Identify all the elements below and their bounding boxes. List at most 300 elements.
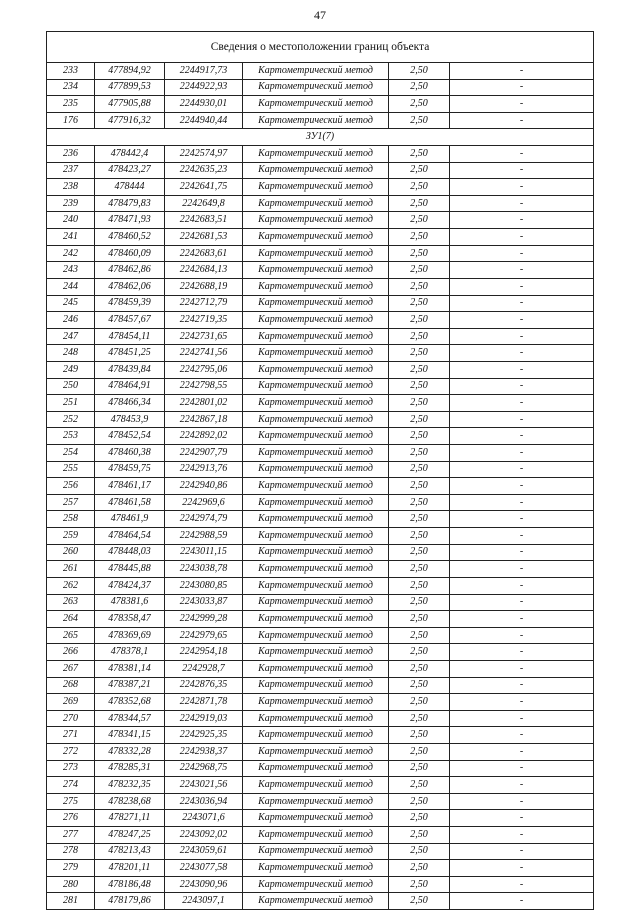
point-number-cell: 268 bbox=[47, 677, 95, 694]
point-number-cell: 247 bbox=[47, 328, 95, 345]
x-coordinate-cell: 478442,4 bbox=[95, 146, 165, 163]
method-cell: Картометрический метод bbox=[243, 893, 389, 910]
point-number-cell: 251 bbox=[47, 395, 95, 412]
method-cell: Картометрический метод bbox=[243, 494, 389, 511]
accuracy-cell: 2,50 bbox=[389, 727, 450, 744]
point-number-cell: 273 bbox=[47, 760, 95, 777]
y-coordinate-cell: 2242731,65 bbox=[165, 328, 243, 345]
table-row bbox=[47, 63, 594, 80]
description-cell: - bbox=[450, 810, 594, 827]
y-coordinate-cell: 2242871,78 bbox=[165, 694, 243, 711]
table-row bbox=[47, 494, 594, 511]
accuracy-cell: 2,50 bbox=[389, 494, 450, 511]
accuracy-cell: 2,50 bbox=[389, 544, 450, 561]
method-cell: Картометрический метод bbox=[243, 694, 389, 711]
x-coordinate-cell: 478179,86 bbox=[95, 893, 165, 910]
x-coordinate-cell: 478387,21 bbox=[95, 677, 165, 694]
method-cell: Картометрический метод bbox=[243, 361, 389, 378]
point-number-cell: 276 bbox=[47, 810, 95, 827]
point-number-cell: 269 bbox=[47, 694, 95, 711]
y-coordinate-cell: 2242940,86 bbox=[165, 478, 243, 495]
method-cell: Картометрический метод bbox=[243, 312, 389, 329]
x-coordinate-cell: 478462,06 bbox=[95, 278, 165, 295]
table-row bbox=[47, 212, 594, 229]
x-coordinate-cell: 478381,14 bbox=[95, 660, 165, 677]
description-cell: - bbox=[450, 544, 594, 561]
y-coordinate-cell: 2242988,59 bbox=[165, 528, 243, 545]
page-number: 47 bbox=[314, 8, 326, 22]
y-coordinate-cell: 2242688,19 bbox=[165, 278, 243, 295]
x-coordinate-cell: 478461,9 bbox=[95, 511, 165, 528]
x-coordinate-cell: 478464,91 bbox=[95, 378, 165, 395]
point-number-cell: 270 bbox=[47, 710, 95, 727]
description-cell: - bbox=[450, 411, 594, 428]
point-number-cell: 242 bbox=[47, 245, 95, 262]
y-coordinate-cell: 2242974,79 bbox=[165, 511, 243, 528]
y-coordinate-cell: 2243090,96 bbox=[165, 876, 243, 893]
table-row bbox=[47, 511, 594, 528]
x-coordinate-cell: 478452,54 bbox=[95, 428, 165, 445]
y-coordinate-cell: 2242969,6 bbox=[165, 494, 243, 511]
x-coordinate-cell: 478378,1 bbox=[95, 644, 165, 661]
accuracy-cell: 2,50 bbox=[389, 677, 450, 694]
description-cell: - bbox=[450, 162, 594, 179]
point-number-cell: 278 bbox=[47, 843, 95, 860]
description-cell: - bbox=[450, 710, 594, 727]
accuracy-cell: 2,50 bbox=[389, 361, 450, 378]
accuracy-cell: 2,50 bbox=[389, 810, 450, 827]
method-cell: Картометрический метод bbox=[243, 96, 389, 113]
y-coordinate-cell: 2242801,02 bbox=[165, 395, 243, 412]
x-coordinate-cell: 478213,43 bbox=[95, 843, 165, 860]
x-coordinate-cell: 478460,38 bbox=[95, 445, 165, 462]
y-coordinate-cell: 2243071,6 bbox=[165, 810, 243, 827]
x-coordinate-cell: 478247,25 bbox=[95, 827, 165, 844]
method-cell: Картометрический метод bbox=[243, 594, 389, 611]
accuracy-cell: 2,50 bbox=[389, 162, 450, 179]
method-cell: Картометрический метод bbox=[243, 262, 389, 279]
table-row bbox=[47, 793, 594, 810]
method-cell: Картометрический метод bbox=[243, 395, 389, 412]
description-cell: - bbox=[450, 361, 594, 378]
y-coordinate-cell: 2244922,93 bbox=[165, 79, 243, 96]
y-coordinate-cell: 2242954,18 bbox=[165, 644, 243, 661]
x-coordinate-cell: 478454,11 bbox=[95, 328, 165, 345]
description-cell: - bbox=[450, 644, 594, 661]
point-number-cell: 243 bbox=[47, 262, 95, 279]
table-row bbox=[47, 843, 594, 860]
table-row bbox=[47, 577, 594, 594]
point-number-cell: 245 bbox=[47, 295, 95, 312]
y-coordinate-cell: 2242574,97 bbox=[165, 146, 243, 163]
description-cell: - bbox=[450, 212, 594, 229]
method-cell: Картометрический метод bbox=[243, 428, 389, 445]
x-coordinate-cell: 477899,53 bbox=[95, 79, 165, 96]
method-cell: Картометрический метод bbox=[243, 478, 389, 495]
table-row bbox=[47, 677, 594, 694]
x-coordinate-cell: 478459,75 bbox=[95, 461, 165, 478]
point-number-cell: 249 bbox=[47, 361, 95, 378]
y-coordinate-cell: 2242635,23 bbox=[165, 162, 243, 179]
table-row bbox=[47, 860, 594, 877]
x-coordinate-cell: 478271,11 bbox=[95, 810, 165, 827]
method-cell: Картометрический метод bbox=[243, 229, 389, 246]
accuracy-cell: 2,50 bbox=[389, 428, 450, 445]
method-cell: Картометрический метод bbox=[243, 760, 389, 777]
method-cell: Картометрический метод bbox=[243, 79, 389, 96]
method-cell: Картометрический метод bbox=[243, 777, 389, 794]
accuracy-cell: 2,50 bbox=[389, 411, 450, 428]
point-number-cell: 267 bbox=[47, 660, 95, 677]
x-coordinate-cell: 478352,68 bbox=[95, 694, 165, 711]
description-cell: - bbox=[450, 760, 594, 777]
accuracy-cell: 2,50 bbox=[389, 760, 450, 777]
table-row bbox=[47, 445, 594, 462]
point-number-cell: 233 bbox=[47, 63, 95, 80]
x-coordinate-cell: 478439,84 bbox=[95, 361, 165, 378]
x-coordinate-cell: 478341,15 bbox=[95, 727, 165, 744]
description-cell: - bbox=[450, 96, 594, 113]
point-number-cell: 266 bbox=[47, 644, 95, 661]
description-cell: - bbox=[450, 694, 594, 711]
table-row bbox=[47, 544, 594, 561]
description-cell: - bbox=[450, 727, 594, 744]
point-number-cell: 250 bbox=[47, 378, 95, 395]
accuracy-cell: 2,50 bbox=[389, 262, 450, 279]
method-cell: Картометрический метод bbox=[243, 611, 389, 628]
accuracy-cell: 2,50 bbox=[389, 295, 450, 312]
accuracy-cell: 2,50 bbox=[389, 378, 450, 395]
method-cell: Картометрический метод bbox=[243, 876, 389, 893]
y-coordinate-cell: 2242719,35 bbox=[165, 312, 243, 329]
table-row bbox=[47, 112, 594, 129]
table-row bbox=[47, 777, 594, 794]
method-cell: Картометрический метод bbox=[243, 644, 389, 661]
point-number-cell: 265 bbox=[47, 627, 95, 644]
y-coordinate-cell: 2243038,78 bbox=[165, 561, 243, 578]
table-row bbox=[47, 760, 594, 777]
table-row bbox=[47, 96, 594, 113]
accuracy-cell: 2,50 bbox=[389, 528, 450, 545]
x-coordinate-cell: 478186,48 bbox=[95, 876, 165, 893]
accuracy-cell: 2,50 bbox=[389, 445, 450, 462]
y-coordinate-cell: 2242681,53 bbox=[165, 229, 243, 246]
description-cell: - bbox=[450, 594, 594, 611]
accuracy-cell: 2,50 bbox=[389, 245, 450, 262]
point-number-cell: 280 bbox=[47, 876, 95, 893]
description-cell: - bbox=[450, 229, 594, 246]
x-coordinate-cell: 477916,32 bbox=[95, 112, 165, 129]
description-cell: - bbox=[450, 445, 594, 462]
method-cell: Картометрический метод bbox=[243, 63, 389, 80]
x-coordinate-cell: 478451,25 bbox=[95, 345, 165, 362]
x-coordinate-cell: 478457,67 bbox=[95, 312, 165, 329]
point-number-cell: 258 bbox=[47, 511, 95, 528]
table-row bbox=[47, 295, 594, 312]
description-cell: - bbox=[450, 295, 594, 312]
x-coordinate-cell: 478462,86 bbox=[95, 262, 165, 279]
method-cell: Картометрический метод bbox=[243, 727, 389, 744]
description-cell: - bbox=[450, 793, 594, 810]
x-coordinate-cell: 478453,9 bbox=[95, 411, 165, 428]
method-cell: Картометрический метод bbox=[243, 577, 389, 594]
y-coordinate-cell: 2242928,7 bbox=[165, 660, 243, 677]
x-coordinate-cell: 477894,92 bbox=[95, 63, 165, 80]
y-coordinate-cell: 2242892,02 bbox=[165, 428, 243, 445]
x-coordinate-cell: 478466,34 bbox=[95, 395, 165, 412]
description-cell: - bbox=[450, 195, 594, 212]
accuracy-cell: 2,50 bbox=[389, 644, 450, 661]
method-cell: Картометрический метод bbox=[243, 793, 389, 810]
method-cell: Картометрический метод bbox=[243, 179, 389, 196]
table-row bbox=[47, 660, 594, 677]
accuracy-cell: 2,50 bbox=[389, 112, 450, 129]
point-number-cell: 246 bbox=[47, 312, 95, 329]
y-coordinate-cell: 2243033,87 bbox=[165, 594, 243, 611]
y-coordinate-cell: 2242741,56 bbox=[165, 345, 243, 362]
accuracy-cell: 2,50 bbox=[389, 561, 450, 578]
table-row bbox=[47, 561, 594, 578]
method-cell: Картометрический метод bbox=[243, 295, 389, 312]
method-cell: Картометрический метод bbox=[243, 660, 389, 677]
x-coordinate-cell: 478445,88 bbox=[95, 561, 165, 578]
table-row bbox=[47, 644, 594, 661]
accuracy-cell: 2,50 bbox=[389, 229, 450, 246]
table-row bbox=[47, 229, 594, 246]
description-cell: - bbox=[450, 511, 594, 528]
method-cell: Картометрический метод bbox=[243, 860, 389, 877]
description-cell: - bbox=[450, 827, 594, 844]
table-row bbox=[47, 411, 594, 428]
accuracy-cell: 2,50 bbox=[389, 627, 450, 644]
point-number-cell: 238 bbox=[47, 179, 95, 196]
x-coordinate-cell: 478332,28 bbox=[95, 743, 165, 760]
y-coordinate-cell: 2242979,65 bbox=[165, 627, 243, 644]
point-number-cell: 260 bbox=[47, 544, 95, 561]
y-coordinate-cell: 2242919,03 bbox=[165, 710, 243, 727]
description-cell: - bbox=[450, 378, 594, 395]
accuracy-cell: 2,50 bbox=[389, 212, 450, 229]
method-cell: Картометрический метод bbox=[243, 461, 389, 478]
accuracy-cell: 2,50 bbox=[389, 777, 450, 794]
y-coordinate-cell: 2244917,73 bbox=[165, 63, 243, 80]
accuracy-cell: 2,50 bbox=[389, 63, 450, 80]
y-coordinate-cell: 2242867,18 bbox=[165, 411, 243, 428]
point-number-cell: 253 bbox=[47, 428, 95, 445]
accuracy-cell: 2,50 bbox=[389, 611, 450, 628]
y-coordinate-cell: 2242968,75 bbox=[165, 760, 243, 777]
x-coordinate-cell: 478358,47 bbox=[95, 611, 165, 628]
x-coordinate-cell: 478448,03 bbox=[95, 544, 165, 561]
x-coordinate-cell: 478461,58 bbox=[95, 494, 165, 511]
point-number-cell: 254 bbox=[47, 445, 95, 462]
method-cell: Картометрический метод bbox=[243, 195, 389, 212]
point-number-cell: 279 bbox=[47, 860, 95, 877]
description-cell: - bbox=[450, 777, 594, 794]
point-number-cell: 176 bbox=[47, 112, 95, 129]
method-cell: Картометрический метод bbox=[243, 278, 389, 295]
section-label: ЗУ1(7) bbox=[47, 129, 594, 146]
table-row bbox=[47, 478, 594, 495]
method-cell: Картометрический метод bbox=[243, 162, 389, 179]
accuracy-cell: 2,50 bbox=[389, 478, 450, 495]
x-coordinate-cell: 478444 bbox=[95, 179, 165, 196]
x-coordinate-cell: 478461,17 bbox=[95, 478, 165, 495]
accuracy-cell: 2,50 bbox=[389, 312, 450, 329]
x-coordinate-cell: 478285,31 bbox=[95, 760, 165, 777]
point-number-cell: 256 bbox=[47, 478, 95, 495]
point-number-cell: 264 bbox=[47, 611, 95, 628]
table-row bbox=[47, 378, 594, 395]
y-coordinate-cell: 2243021,56 bbox=[165, 777, 243, 794]
table-row bbox=[47, 727, 594, 744]
table-row bbox=[47, 146, 594, 163]
y-coordinate-cell: 2242798,55 bbox=[165, 378, 243, 395]
table-row bbox=[47, 395, 594, 412]
y-coordinate-cell: 2242795,06 bbox=[165, 361, 243, 378]
point-number-cell: 244 bbox=[47, 278, 95, 295]
point-number-cell: 257 bbox=[47, 494, 95, 511]
method-cell: Картометрический метод bbox=[243, 146, 389, 163]
point-number-cell: 252 bbox=[47, 411, 95, 428]
table-row bbox=[47, 278, 594, 295]
boundary-coordinates-table bbox=[46, 31, 594, 910]
point-number-cell: 235 bbox=[47, 96, 95, 113]
accuracy-cell: 2,50 bbox=[389, 195, 450, 212]
accuracy-cell: 2,50 bbox=[389, 146, 450, 163]
description-cell: - bbox=[450, 345, 594, 362]
table-row bbox=[47, 710, 594, 727]
method-cell: Картометрический метод bbox=[243, 677, 389, 694]
description-cell: - bbox=[450, 494, 594, 511]
accuracy-cell: 2,50 bbox=[389, 827, 450, 844]
method-cell: Картометрический метод bbox=[243, 345, 389, 362]
y-coordinate-cell: 2242683,51 bbox=[165, 212, 243, 229]
table-row bbox=[47, 893, 594, 910]
point-number-cell: 272 bbox=[47, 743, 95, 760]
x-coordinate-cell: 478344,57 bbox=[95, 710, 165, 727]
description-cell: - bbox=[450, 860, 594, 877]
description-cell: - bbox=[450, 112, 594, 129]
y-coordinate-cell: 2242641,75 bbox=[165, 179, 243, 196]
description-cell: - bbox=[450, 611, 594, 628]
point-number-cell: 274 bbox=[47, 777, 95, 794]
method-cell: Картометрический метод bbox=[243, 743, 389, 760]
y-coordinate-cell: 2242684,13 bbox=[165, 262, 243, 279]
x-coordinate-cell: 478381,6 bbox=[95, 594, 165, 611]
x-coordinate-cell: 478459,39 bbox=[95, 295, 165, 312]
point-number-cell: 277 bbox=[47, 827, 95, 844]
table-row bbox=[47, 79, 594, 96]
description-cell: - bbox=[450, 179, 594, 196]
method-cell: Картометрический метод bbox=[243, 627, 389, 644]
description-cell: - bbox=[450, 395, 594, 412]
y-coordinate-cell: 2242913,76 bbox=[165, 461, 243, 478]
y-coordinate-cell: 2242999,28 bbox=[165, 611, 243, 628]
accuracy-cell: 2,50 bbox=[389, 328, 450, 345]
x-coordinate-cell: 478423,27 bbox=[95, 162, 165, 179]
method-cell: Картометрический метод bbox=[243, 328, 389, 345]
table-row bbox=[47, 627, 594, 644]
accuracy-cell: 2,50 bbox=[389, 843, 450, 860]
table-row bbox=[47, 461, 594, 478]
method-cell: Картометрический метод bbox=[243, 561, 389, 578]
table-row bbox=[47, 827, 594, 844]
point-number-cell: 240 bbox=[47, 212, 95, 229]
y-coordinate-cell: 2242907,79 bbox=[165, 445, 243, 462]
method-cell: Картометрический метод bbox=[243, 511, 389, 528]
accuracy-cell: 2,50 bbox=[389, 793, 450, 810]
method-cell: Картометрический метод bbox=[243, 843, 389, 860]
table-title-row bbox=[47, 32, 594, 63]
description-cell: - bbox=[450, 428, 594, 445]
x-coordinate-cell: 478201,11 bbox=[95, 860, 165, 877]
y-coordinate-cell: 2242712,79 bbox=[165, 295, 243, 312]
table-row bbox=[47, 810, 594, 827]
x-coordinate-cell: 478471,93 bbox=[95, 212, 165, 229]
table-row bbox=[47, 528, 594, 545]
y-coordinate-cell: 2242649,8 bbox=[165, 195, 243, 212]
accuracy-cell: 2,50 bbox=[389, 876, 450, 893]
x-coordinate-cell: 478232,35 bbox=[95, 777, 165, 794]
description-cell: - bbox=[450, 660, 594, 677]
description-cell: - bbox=[450, 328, 594, 345]
table-title: Сведения о местоположении границ объекта bbox=[47, 32, 594, 63]
table-row bbox=[47, 611, 594, 628]
description-cell: - bbox=[450, 63, 594, 80]
point-number-cell: 239 bbox=[47, 195, 95, 212]
method-cell: Картометрический метод bbox=[243, 810, 389, 827]
table-row bbox=[47, 312, 594, 329]
description-cell: - bbox=[450, 843, 594, 860]
section-row bbox=[47, 129, 594, 146]
y-coordinate-cell: 2242938,37 bbox=[165, 743, 243, 760]
accuracy-cell: 2,50 bbox=[389, 660, 450, 677]
accuracy-cell: 2,50 bbox=[389, 594, 450, 611]
accuracy-cell: 2,50 bbox=[389, 893, 450, 910]
x-coordinate-cell: 478238,68 bbox=[95, 793, 165, 810]
method-cell: Картометрический метод bbox=[243, 112, 389, 129]
point-number-cell: 236 bbox=[47, 146, 95, 163]
method-cell: Картометрический метод bbox=[243, 710, 389, 727]
y-coordinate-cell: 2243011,15 bbox=[165, 544, 243, 561]
description-cell: - bbox=[450, 478, 594, 495]
y-coordinate-cell: 2243080,85 bbox=[165, 577, 243, 594]
x-coordinate-cell: 478424,37 bbox=[95, 577, 165, 594]
method-cell: Картометрический метод bbox=[243, 245, 389, 262]
x-coordinate-cell: 478369,69 bbox=[95, 627, 165, 644]
description-cell: - bbox=[450, 561, 594, 578]
x-coordinate-cell: 478460,52 bbox=[95, 229, 165, 246]
description-cell: - bbox=[450, 528, 594, 545]
accuracy-cell: 2,50 bbox=[389, 577, 450, 594]
description-cell: - bbox=[450, 146, 594, 163]
accuracy-cell: 2,50 bbox=[389, 860, 450, 877]
method-cell: Картометрический метод bbox=[243, 378, 389, 395]
y-coordinate-cell: 2242683,61 bbox=[165, 245, 243, 262]
method-cell: Картометрический метод bbox=[243, 827, 389, 844]
table-row bbox=[47, 245, 594, 262]
point-number-cell: 259 bbox=[47, 528, 95, 545]
description-cell: - bbox=[450, 312, 594, 329]
accuracy-cell: 2,50 bbox=[389, 96, 450, 113]
point-number-cell: 241 bbox=[47, 229, 95, 246]
table-row bbox=[47, 262, 594, 279]
y-coordinate-cell: 2243092,02 bbox=[165, 827, 243, 844]
accuracy-cell: 2,50 bbox=[389, 278, 450, 295]
y-coordinate-cell: 2242925,35 bbox=[165, 727, 243, 744]
accuracy-cell: 2,50 bbox=[389, 179, 450, 196]
